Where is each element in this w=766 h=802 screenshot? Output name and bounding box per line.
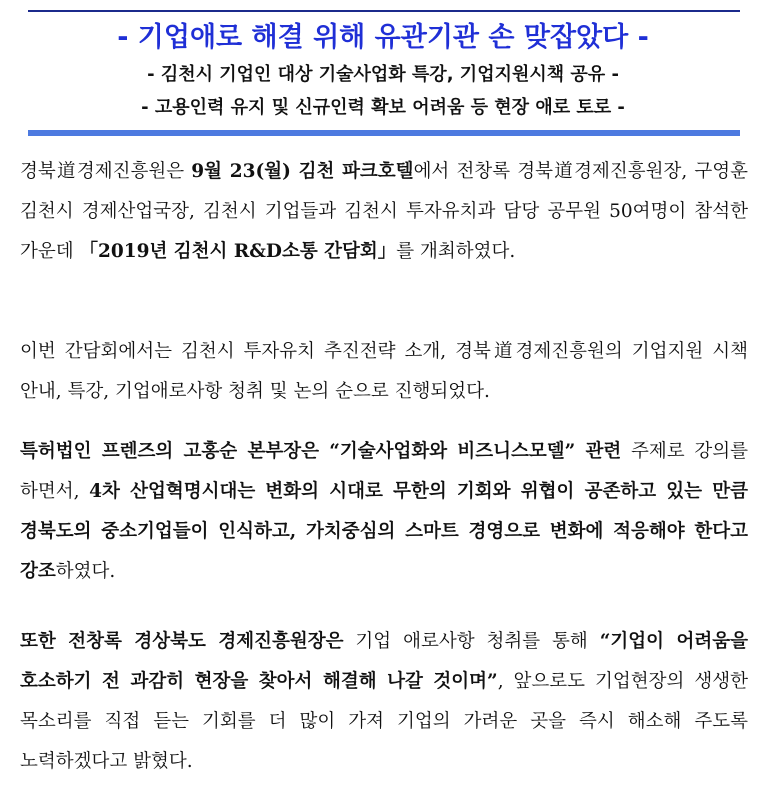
paragraph-4-text: 기업 애로사항 청취를 통해: [343, 631, 600, 652]
paragraph-2-text: 이번 간담회에서는 김천시 투자유치 추진전략 소개, 경북道경제진흥원의 기업지원 시책 안내, 특강, 기업애로사항 청취 및 논의 순으로 진행되었다.: [20, 341, 748, 402]
header-divider: [28, 130, 740, 136]
paragraph-4-text-2: , 앞으로도 기업현장의 생생한 목소리를 직접 듣는 기회를 더 많이 가져 기업의 가려운 곳을 즉시 해소해 주도록 노력하겠다고 밝혔다.: [20, 671, 749, 772]
event-title: 「2019년 김천시 R&D소통 간담회」: [79, 241, 397, 262]
event-date-place: 9월 23(월) 김천 파크호텔: [191, 161, 414, 182]
paragraph-1-text: 경북道경제진흥원은: [20, 161, 192, 182]
paragraph-3-text-2: 하였다.: [55, 561, 116, 582]
subheading-1: - 김천시 기업인 대상 기술사업화 특강, 기업지원시책 공유 -: [147, 64, 619, 85]
paragraph-3-emphasis: 4차 산업혁명시대는 변화의 시대로 무한의 기회와 위협이 공존하고 있는 만큼 경북도의 중소기업들이 인식하고, 가치중심의 스마트 경영으로 변화에 적응해야 한다고 강조: [20, 481, 749, 582]
paragraph-3-lead: 특허법인 프렌즈의 고홍순 본부장은 “기술사업화와 비즈니스모델” 관련: [20, 441, 622, 462]
paragraph-1: [20, 152, 748, 272]
paragraph-4-lead: 또한 전창록 경상북도 경제진흥원장은: [20, 631, 344, 652]
paragraph-4-quote: “기업이 어려움을 호소하기 전 과감히 현장을 찾아서 해결해 나갈 것이며”: [20, 631, 748, 692]
paragraph-4: [20, 622, 748, 782]
headline: - 기업애로 해결 위해 유관기관 손 맞잡았다 -: [117, 22, 649, 53]
paragraph-1-text-2: 에서 전창록 경북道경제진흥원장, 구영훈 김천시 경제산업국장, 김천시 기업들과 김천시 투자유치과 담당 공무원 50여명이 참석한 가운데: [20, 161, 748, 262]
paragraph-1-text-3: 를 개최하였다.: [396, 241, 516, 262]
paragraph-3-text: 주제로 강의를 하면서,: [20, 441, 748, 502]
top-rule: [28, 10, 740, 12]
subheading-2: - 고용인력 유지 및 신규인력 확보 어려움 등 현장 애로 토로 -: [141, 97, 625, 118]
paragraph-2: [20, 332, 748, 412]
paragraph-3: [20, 432, 748, 592]
